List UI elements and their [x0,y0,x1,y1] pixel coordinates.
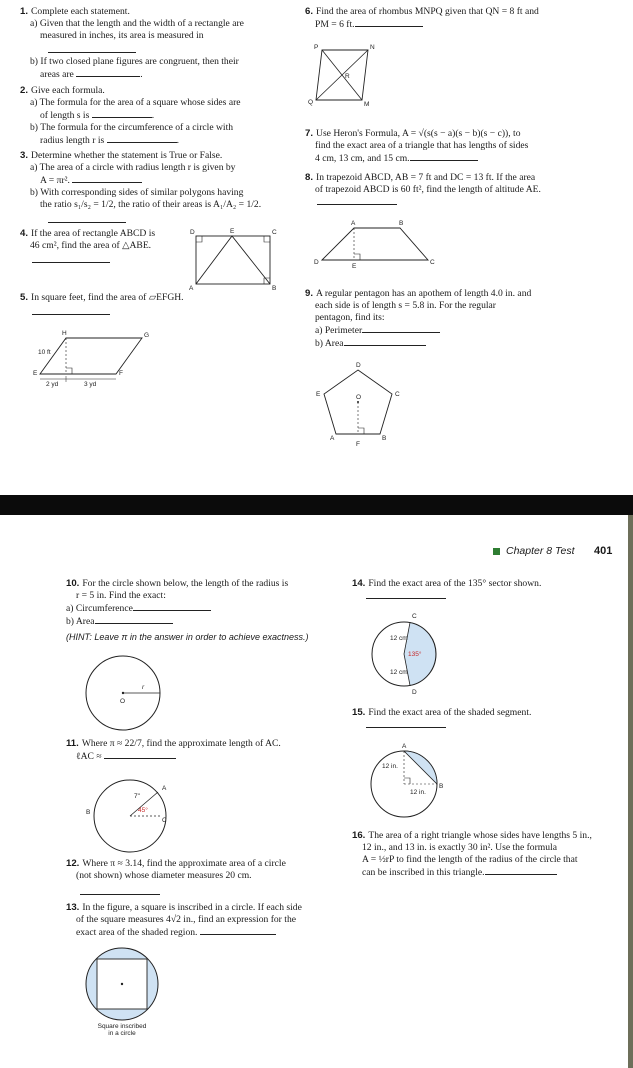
circle-radius-figure [82,652,164,734]
vertex-label: R [345,73,350,80]
answer-blank[interactable] [107,134,177,143]
question-number: 10. [66,578,80,589]
vertex-label: C [272,229,277,236]
answer-blank[interactable] [95,615,173,624]
part-b: b) Area [315,337,344,349]
part-a: a) The area of a circle with radius length r is given by [30,161,236,173]
length-label: 12 cm [390,635,408,642]
question-number: 11. [66,738,79,749]
question-text-cont: ℓAC ≈ [76,750,102,762]
question-text-cont: of trapezoid ABCD is 60 ft², find the length of altitude AE. [315,183,541,195]
vertex-label: D [190,229,195,236]
vertex-label: A [330,435,335,442]
vertex-label: C [430,259,435,266]
vertex-label: P [314,44,319,51]
question-text: Use Heron's Formula, A = √(s(s − a)(s − b)(s − c)), to [316,128,521,139]
part-b-cont: areas are [40,68,74,80]
question-text: If the area of rectangle ABCD is [31,228,156,239]
chapter-marker [493,548,500,555]
question-text: Give each formula. [31,85,105,96]
part-b: b) With corresponding sides of similar polygons having [30,186,244,198]
question-16 [352,830,627,879]
length-label: 12 in. [410,789,426,796]
vertex-label: E [33,370,38,377]
page-right-edge [628,515,633,1068]
question-9 [305,288,625,350]
vertex-label: D [314,259,319,266]
dimension-label: 2 yd [46,381,59,388]
angle-label: 45° [138,807,148,814]
point-label: B [439,783,444,790]
question-number: 2. [20,85,29,96]
part-b-cont: radius length r is [40,134,105,146]
vertex-label: G [144,332,150,339]
vertex-label: E [316,391,321,398]
question-text: In trapezoid ABCD, AB = 7 ft and DC = 13 ft. If the area [316,172,536,183]
question-12 [66,858,346,882]
question-6 [305,6,625,31]
question-text: Where π ≈ 3.14, find the approximate area of a circle [82,858,286,869]
answer-blank[interactable] [76,68,140,77]
answer-blank[interactable] [362,324,440,333]
length-label: 7" [134,793,140,800]
question-number: 4. [20,228,29,239]
rectangle-abcd-figure [188,228,278,292]
question-11 [66,738,346,763]
question-2: 2. Give each formula. a) The formula for the area of a square whose sides are of length s is . b) The formula for the circumference of a circle with radius length r is . [20,85,280,147]
question-text-cont: each side is of length s = 5.8 in. For the regular [315,299,496,311]
question-text: Find the exact area of the 135° sector shown. [368,578,542,589]
question-number: 1. [20,6,29,17]
page-number: 401 [594,545,613,557]
length-label: 12 cm [390,669,408,676]
vertex-label: M [364,101,370,108]
answer-blank[interactable] [355,18,423,27]
question-text: Complete each statement. [31,6,130,17]
vertex-label: Q [308,99,314,106]
question-number: 14. [352,578,366,589]
vertex-label: A [189,285,194,292]
point-label: A [162,785,167,792]
part-b: b) The formula for the circumference of a circle with [30,121,234,133]
point-label: B [86,809,91,816]
vertex-label: F [356,441,360,448]
parallelogram-efgh-figure [32,330,172,390]
question-number: 16. [352,830,366,841]
answer-line[interactable] [32,314,110,315]
length-label: 12 in. [382,763,398,770]
rhombus-mnpq-figure [308,44,376,108]
question-15 [352,707,622,719]
dimension-label: 3 yd [84,381,97,388]
point-label: D [412,689,417,696]
question-text: The area of a right triangle whose sides have lengths 5 in., [368,830,592,841]
vertex-label: E [230,228,235,235]
question-5 [20,292,280,304]
figure-caption: Square inscribed [97,1023,147,1030]
part-a-cont: measured in inches, its area is measured in [40,29,204,41]
trapezoid-abcd-figure [314,220,435,270]
question-text-cont: exact area of the shaded region. [76,926,198,938]
answer-line[interactable] [48,52,136,53]
question-text: For the circle shown below, the length of the radius is [82,578,289,589]
question-text: Where π ≈ 22/7, find the approximate length of AC. [81,738,281,749]
answer-line[interactable] [32,262,110,263]
question-number: 12. [66,858,80,869]
question-13 [66,902,346,939]
answer-blank[interactable] [72,174,142,183]
answer-line[interactable] [366,727,446,728]
point-label: C [162,817,167,824]
answer-blank[interactable] [485,866,557,875]
question-8 [305,172,625,196]
question-text-cont: find the exact area of a triangle that has lengths of sides [315,139,529,151]
hint-text: (HINT: Leave π in the answer in order to achieve exactness.) [66,631,309,642]
answer-blank[interactable] [92,109,152,118]
question-number: 13. [66,902,80,913]
question-text-cont: PM = 6 ft. [315,18,355,30]
radius-label: r [142,684,145,691]
question-text-cont: pentagon, find its: [315,311,385,323]
vertex-label: A [351,220,356,227]
question-text: Determine whether the statement is True or False. [31,150,223,161]
angle-label: 135° [408,651,422,658]
vertex-label: B [382,435,387,442]
answer-blank[interactable] [200,926,276,935]
question-text-cont: 4 cm, 13 cm, and 15 cm. [315,152,410,164]
part-a: a) Given that the length and the width of a rectangle are [30,17,244,29]
vertex-label: H [62,330,67,337]
question-3 [20,150,280,211]
chapter-title: Chapter 8 Test [506,545,575,557]
question-10 [66,578,346,643]
question-text-cont: r = 5 in. Find the exact: [76,589,166,601]
question-text: A regular pentagon has an apothem of length 4.0 in. and [316,288,532,299]
answer-line[interactable] [80,894,160,895]
question-number: 6. [305,6,314,17]
answer-blank[interactable] [410,152,478,161]
answer-line[interactable] [317,204,397,205]
question-text-cont: 12 in., and 13 in. is exactly 30 in². Use the formula [362,841,557,853]
part-a-cont: A = πr². [40,174,70,186]
vertex-label: C [395,391,400,398]
vertex-label: O [356,394,362,401]
question-number: 15. [352,707,366,718]
point-label: A [402,743,407,750]
question-text: Find the area of rhombus MNPQ given that QN = 8 ft and [316,6,539,17]
dimension-label: 10 ft [38,349,51,356]
question-4 [20,228,180,252]
question-text-cont: of the square measures 4√2 in., find an expression for the [76,913,296,925]
page-divider [0,495,633,515]
question-7 [305,128,625,165]
question-number: 5. [20,292,29,303]
inscribed-square-figure [82,944,162,1044]
question-number: 8. [305,172,314,183]
figure-caption: in a circle [108,1030,136,1037]
answer-blank[interactable] [133,602,211,611]
answer-line[interactable] [366,598,446,599]
vertex-label: D [356,362,361,369]
arc-ac-figure [86,776,176,856]
question-text: In square feet, find the area of ▱EFGH. [31,292,184,303]
vertex-label: F [119,370,123,377]
answer-blank[interactable] [104,750,176,759]
question-number: 9. [305,288,314,299]
question-text-cont: can be inscribed in this triangle. [362,866,485,878]
vertex-label: B [399,220,404,227]
pentagon-figure [318,362,398,452]
answer-line[interactable] [48,222,126,223]
question-text: In the figure, a square is inscribed in a circle. If each side [82,902,302,913]
part-a: a) Perimeter [315,324,363,336]
vertex-label: N [370,44,375,51]
segment-figure [368,744,448,824]
question-text-cont: 46 cm², find the area of △ABE. [30,239,152,251]
answer-blank[interactable] [344,337,426,346]
vertex-label: B [272,285,277,292]
question-text-cont: (not shown) whose diameter measures 20 cm. [76,869,252,881]
question-number: 7. [305,128,314,139]
question-text: Find the exact area of the shaded segment. [368,707,532,718]
part-b: b) If two closed plane figures are congruent, then their [30,55,239,67]
sector-figure [368,613,448,698]
question-1: 1. Complete each statement. a) Given that the length and the width of a rectangle are measured in inches, its area is measured in b) If two closed plane figures are congruent, then their areas are . [20,6,280,81]
part-a-cont: of length s is [40,109,90,121]
point-label: C [412,613,417,620]
vertex-label: E [352,263,357,270]
center-label: O [120,698,126,705]
part-b-cont: the ratio s₁/s₂ = 1/2, the ratio of their areas is A₁/A₂ = 1/2. [40,198,262,210]
question-text-cont: A = ½rP to find the length of the radius of the circle that [362,853,578,865]
part-a: a) The formula for the area of a square whose sides are [30,96,241,108]
part-b: b) Area [66,615,95,627]
question-number: 3. [20,150,29,161]
part-a: a) Circumference [66,602,133,614]
question-14 [352,578,622,590]
